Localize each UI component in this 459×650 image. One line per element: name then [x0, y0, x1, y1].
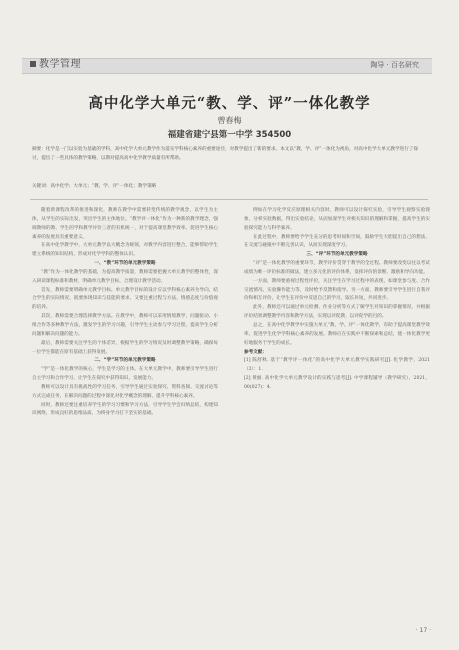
paragraph: 首先，教师需要明确单元教学目标。单元教学目标的设计应以学科核心素养为导向，结合学生的实际情况，既要体现知识与技能的要求，又要注重过程与方法、情感态度与价值观的培养。 [32, 287, 218, 311]
paragraph: 一方面，教师要重视过程性评价，关注学生在学习过程中的表现，如课堂参与度、合作交流情况、实验操作能力等，及时给予反馈和指导。另一方面，教师要引导学生进行自我评价和相互评价，让学生在评价中反思自己的学习，取长补短，共同进步。 [244, 278, 430, 302]
paragraph: “评”是一体化教学的重要环节，教学评价贯穿于教学的全过程。教师要改变以往以考试成绩为唯一评价标准的做法，建立多元化的评价体系，发挥评价的诊断、激励和导向功能。 [244, 261, 430, 275]
article-author: 曾春梅 [217, 116, 242, 125]
paragraph: 在高中化学教学中，大单元教学以大概念为统领，对教学内容进行整合，能够帮助学生建立系统的知识结构，形成对化学学科的整体认识。 [32, 243, 218, 258]
abstract: 摘要：化学是一门以实验为基础的学科，高中化学大单元教学作为落实学科核心素养的重要途径，对教学提出了新的要求。本文以“教、学、评”一体化为视角，对高中化学大单元教学进行了探讨，提出了一些具体的教学策略，以期对提高高中化学教学质量有所帮助。 [32, 147, 418, 161]
right-column [244, 207, 430, 393]
left-column [32, 207, 218, 419]
section-label-text: 教学管理 [39, 59, 81, 70]
paragraph: 其次，教师需要合理选择教学方法。在教学中，教师可以采用情境教学、问题驱动、小组合作等多种教学方法，激发学生的学习兴趣，引导学生主动参与学习过程，提高学生分析问题和解决问题的能力。 [32, 314, 218, 337]
section-label [30, 59, 81, 71]
reference-item: [1] 陈舒秋. 基于“教学评一体化”的高中化学大单元教学实践研究[J]. 化学教学，2021（2）：1. [244, 358, 430, 373]
paragraph: 最后，教师需要关注学生的个体差异，根据学生的学习情况及时调整教学策略，确保每一位学生都能在原有基础上获得发展。 [32, 340, 218, 355]
divider [30, 199, 428, 200]
reference-item: [2] 黄丽. 高中化学大单元教学设计的实践与思考[J]. 中学课程辅导（教学研究），2021，00(027)：4. [244, 376, 430, 390]
journal-label: 陶导 · 百名研究 [370, 61, 419, 69]
section-heading: 三、“评”环节的单元教学策略 [306, 252, 368, 258]
paragraph: “学”是一体化教学的核心，学生是学习的主体。在大单元教学中，教师要引导学生进行自主学习和合作学习，让学生在探究中获得知识，发展能力。 [32, 367, 218, 382]
paragraph: 在此过程中，教师要给予学生充分的思考时间和空间，鼓励学生大胆提出自己的想法，在交流与碰撞中不断完善认识，从而实现深度学习。 [244, 234, 430, 249]
references-heading: 参考文献： [244, 349, 267, 355]
paragraph: 教师可以设计具有挑战性的学习任务，引导学生通过实验探究、资料查阅、交流讨论等方式完成任务，在解决问题的过程中深化对化学概念的理解，提升学科核心素养。 [32, 384, 218, 399]
bullet-icon [30, 61, 36, 67]
paragraph: 此外，教师还可以通过单元检测、作业分析等方式了解学生对知识的掌握情况，并根据评价结果调整教学内容和教学方法，实现以评促教、以评促学的目的。 [244, 305, 430, 320]
article-title: 高中化学大单元“教、学、评”一体化教学 [88, 95, 371, 112]
article-affiliation: 福建省建宁县第一中学 354500 [167, 130, 292, 140]
keywords: 关键词：高中化学；大单元；“教、学、评”一体化；教学策略 [32, 184, 157, 189]
section-heading: 一、“教”环节的单元教学策略 [94, 261, 156, 267]
section-heading: 二、“学”环节的单元教学策略 [94, 358, 156, 364]
paragraph: 随着新课程改革的推进和深化，教师在教学中需要转变传统的教学观念，以学生为主体，从学生的实际出发，突出学生的主体地位。“教学评一体化”作为一种新的教学理念，强调教师的教、学生的学和教学评价三者的有机统一，对于提高课堂教学效率、促进学生核心素养的发展具有重要意义。 [32, 208, 218, 240]
paragraph: “教”作为一体化教学的基础，为提高教学质量，教师需要把握大单元教学的整体性，深入研读课程标准和教材，明确单元教学目标，合理设计教学活动。 [32, 269, 218, 284]
paragraph: 同时，教师还要注重培养学生的学习习惯和学习方法，引导学生学会归纳总结，构建知识网络，形成良好的思维品质，为终身学习打下坚实的基础。 [32, 402, 218, 417]
paragraph: 例如在学习化学反应原理相关内容时，教师可以设计探究实验，引导学生观察实验现象，分析实验数据，得出实验结论，从而加深学生对相关知识的理解和掌握，提高学生的实验探究能力与科学素养。 [244, 208, 430, 231]
paragraph: 总之，在高中化学教学中实施大单元“教、学、评”一体化教学，有助于提高课堂教学效率，促进学生化学学科核心素养的发展。教师应在实践中不断探索和总结，使一体化教学更好地服务于学生的成长。 [244, 322, 430, 346]
page-number: · 17 · [415, 627, 431, 634]
